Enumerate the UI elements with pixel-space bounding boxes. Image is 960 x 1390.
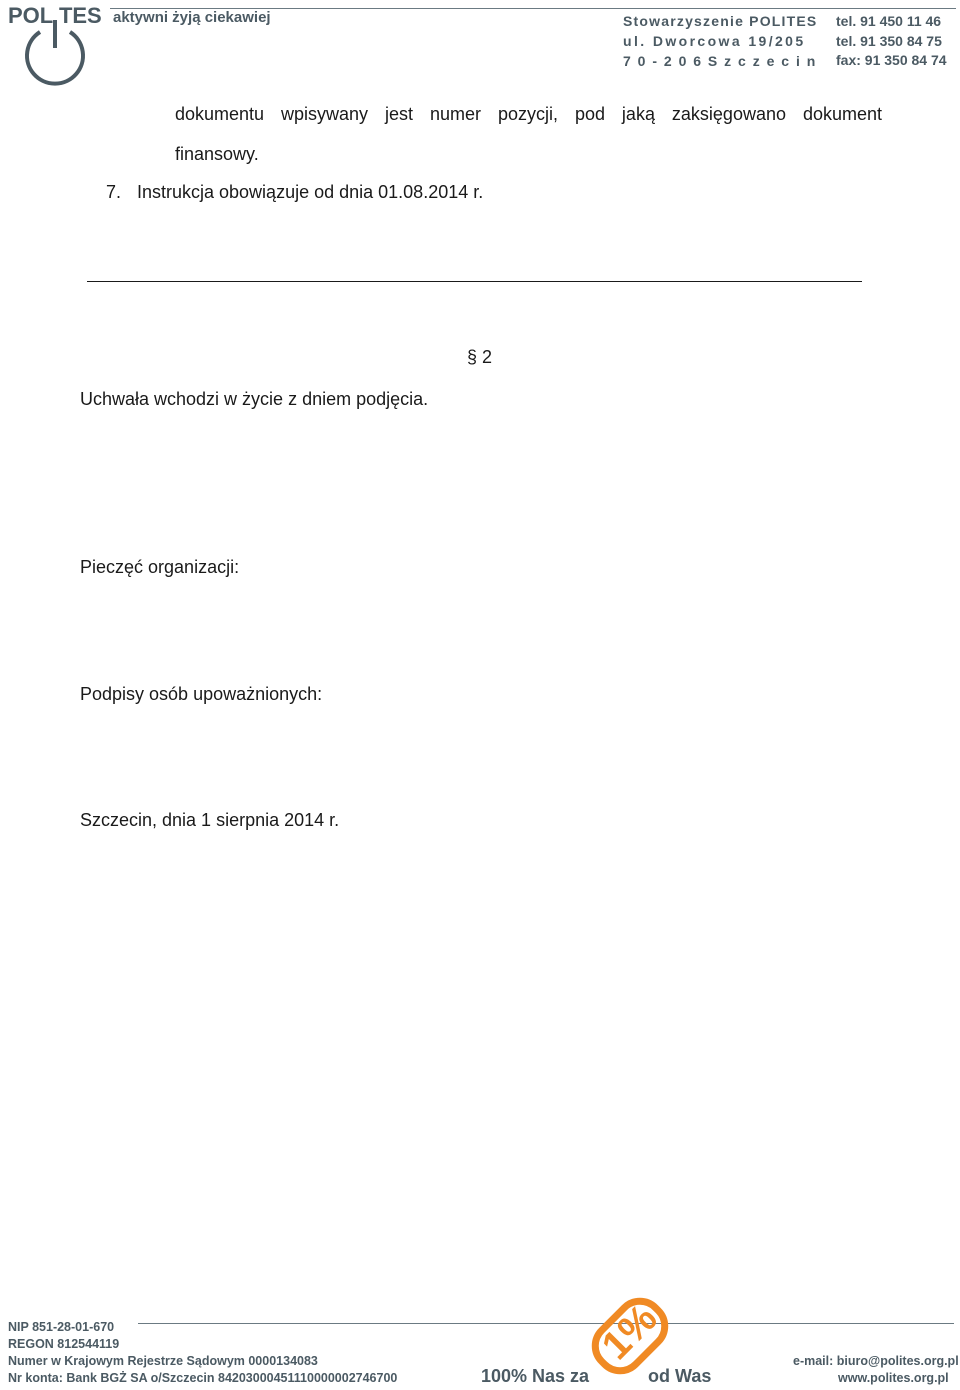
paragraph-line-1: dokumentu wpisywany jest numer pozycji, pod jaką zaksięgowano dokument xyxy=(175,104,882,124)
footer-nip: NIP 851-28-01-670 xyxy=(8,1320,115,1334)
paragraph-line-2: finansowy. xyxy=(175,144,259,164)
stamp-label: Pieczęć organizacji: xyxy=(80,557,240,577)
power-logo-icon xyxy=(18,20,92,88)
list-item-text: Instrukcja obowiązuje od dnia 01.08.2014 r. xyxy=(137,182,484,202)
footer-rule xyxy=(138,1323,954,1324)
section-mark: § 2 xyxy=(467,347,493,367)
place-date: Szczecin, dnia 1 sierpnia 2014 r. xyxy=(80,810,340,830)
org-phone-2: tel. 91 350 84 75 xyxy=(836,33,942,49)
footer-krs: Numer w Krajowym Rejestrze Sądowym 0000134083 xyxy=(8,1354,318,1368)
separator-line xyxy=(87,281,862,282)
signatures-label: Podpisy osób upoważnionych: xyxy=(80,684,323,704)
promo-right-text: od Was xyxy=(648,1366,712,1386)
footer-email: e-mail: biuro@polites.org.pl xyxy=(793,1354,959,1368)
org-city: 7 0 - 2 0 6 S z c z e c i n xyxy=(623,53,817,69)
org-name: Stowarzyszenie POLITES xyxy=(623,13,818,29)
one-percent-badge-label: 1% xyxy=(593,1296,666,1369)
footer-bank-account: Nr konta: Bank BGŻ SA o/Szczecin 84203000451110000002746700 xyxy=(8,1371,398,1385)
list-item-number: 7. xyxy=(106,182,122,202)
resolution-text: Uchwała wchodzi w życie z dniem podjęcia. xyxy=(80,389,429,409)
org-fax: fax: 91 350 84 74 xyxy=(836,52,947,68)
org-street: ul. Dworcowa 19/205 xyxy=(623,33,806,49)
footer-website: www.polites.org.pl xyxy=(838,1371,949,1385)
promo-left-text: 100% Nas za xyxy=(481,1366,590,1386)
org-phone-1: tel. 91 450 11 46 xyxy=(836,13,942,29)
footer-regon: REGON 812544119 xyxy=(8,1337,120,1351)
logo-tagline: aktywni żyją ciekawiej xyxy=(113,9,271,26)
logo-wordmark: POL TES xyxy=(8,3,102,28)
